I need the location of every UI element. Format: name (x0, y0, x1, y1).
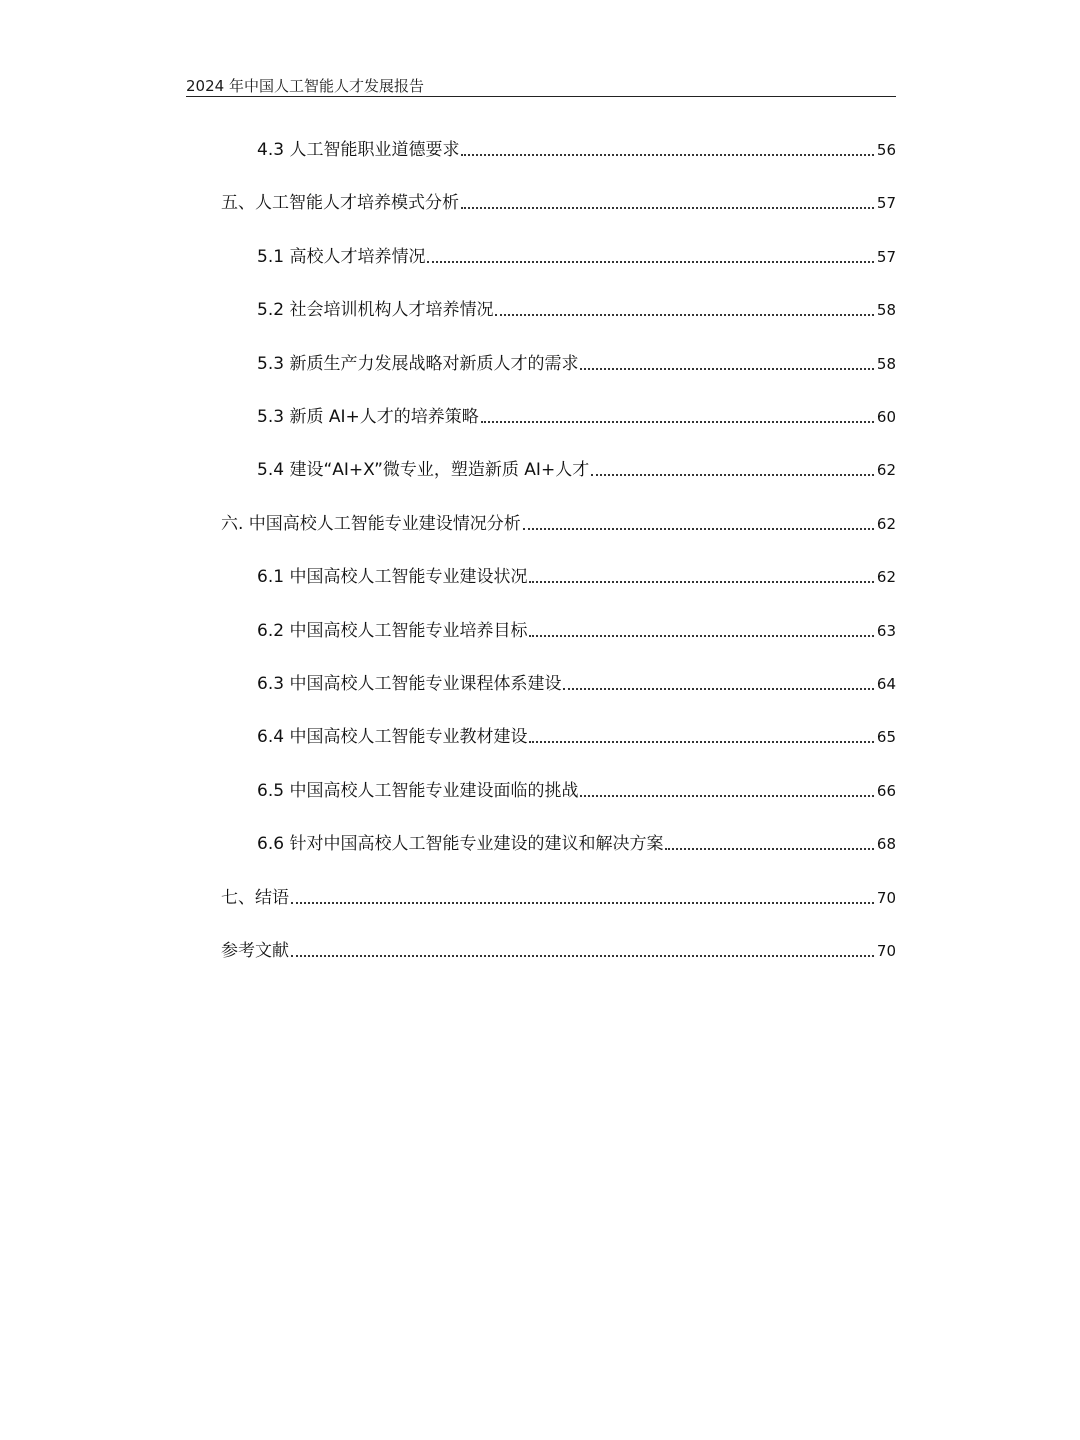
toc-page-number: 58 (876, 301, 896, 319)
toc-entry[interactable] (257, 778, 896, 802)
toc-entry[interactable] (257, 404, 896, 428)
toc-entry-label: 七、结语 (221, 888, 289, 908)
toc-entry-label: 5.1 高校人才培养情况 (257, 247, 426, 267)
toc-page-number: 63 (876, 622, 896, 640)
toc-leader-dots (665, 847, 874, 850)
toc-leader-dots (523, 527, 874, 530)
toc-leader-dots (529, 740, 874, 743)
toc-page-number: 70 (876, 889, 896, 907)
toc-leader-dots (529, 580, 874, 583)
toc-leader-dots (291, 954, 874, 957)
toc-entry-label: 6.3 中国高校人工智能专业课程体系建设 (257, 674, 562, 694)
toc-leader-dots (481, 420, 874, 423)
toc-page-number: 64 (876, 675, 896, 693)
toc-leader-dots (291, 901, 874, 904)
toc-entry-label: 6.4 中国高校人工智能专业教材建设 (257, 727, 528, 747)
toc-page-number: 56 (876, 141, 896, 159)
toc-entry-label: 5.4 建设“AI+X”微专业，塑造新质 AI+人才 (257, 460, 590, 480)
toc-leader-dots (495, 313, 874, 316)
toc-entry[interactable] (257, 297, 896, 321)
toc-page-number: 57 (876, 248, 896, 266)
toc-leader-dots (563, 687, 874, 690)
toc-page-number: 62 (876, 568, 896, 586)
toc-entry[interactable] (221, 885, 896, 909)
toc-page-number: 62 (876, 461, 896, 479)
toc-entry[interactable] (257, 831, 896, 855)
toc-entry[interactable] (221, 938, 896, 962)
toc-entry[interactable] (257, 671, 896, 695)
toc-entry[interactable] (221, 190, 896, 214)
toc-entry-label: 5.3 新质生产力发展战略对新质人才的需求 (257, 354, 579, 374)
toc-entry[interactable] (257, 618, 896, 642)
toc-entry-label: 6.2 中国高校人工智能专业培养目标 (257, 621, 528, 641)
toc-entry-label: 4.3 人工智能职业道德要求 (257, 140, 460, 160)
toc-entry-label: 6.6 针对中国高校人工智能专业建设的建议和解决方案 (257, 834, 664, 854)
toc-entry-label: 5.2 社会培训机构人才培养情况 (257, 300, 494, 320)
toc-entry[interactable] (221, 511, 896, 535)
toc-entry[interactable] (257, 137, 896, 161)
toc-entry-label: 6.1 中国高校人工智能专业建设状况 (257, 567, 528, 587)
toc-leader-dots (461, 153, 874, 156)
toc-page-number: 65 (876, 728, 896, 746)
toc-entry[interactable] (257, 724, 896, 748)
toc-entry[interactable] (257, 457, 896, 481)
toc-page-number: 68 (876, 835, 896, 853)
toc-page-number: 58 (876, 355, 896, 373)
toc-leader-dots (591, 473, 874, 476)
toc-page-number: 62 (876, 515, 896, 533)
report-title: 2024 年中国人工智能人才发展报告 (186, 77, 424, 95)
toc-entry-label: 五、人工智能人才培养模式分析 (221, 193, 459, 213)
toc-page-number: 57 (876, 194, 896, 212)
toc-entry-label: 参考文献 (221, 941, 289, 961)
toc-page-number: 60 (876, 408, 896, 426)
toc-leader-dots (529, 634, 874, 637)
toc-page-number: 66 (876, 782, 896, 800)
toc-entry-label: 5.3 新质 AI+人才的培养策略 (257, 407, 479, 427)
toc-entry-label: 6.5 中国高校人工智能专业建设面临的挑战 (257, 781, 579, 801)
toc-leader-dots (427, 260, 874, 263)
toc-entry-label: 六. 中国高校人工智能专业建设情况分析 (221, 514, 521, 534)
toc-leader-dots (461, 206, 874, 209)
toc-entry[interactable] (257, 244, 896, 268)
toc-entry[interactable] (257, 351, 896, 375)
toc-leader-dots (580, 794, 874, 797)
toc-leader-dots (580, 367, 874, 370)
toc-entry[interactable] (257, 564, 896, 588)
toc-page-number: 70 (876, 942, 896, 960)
